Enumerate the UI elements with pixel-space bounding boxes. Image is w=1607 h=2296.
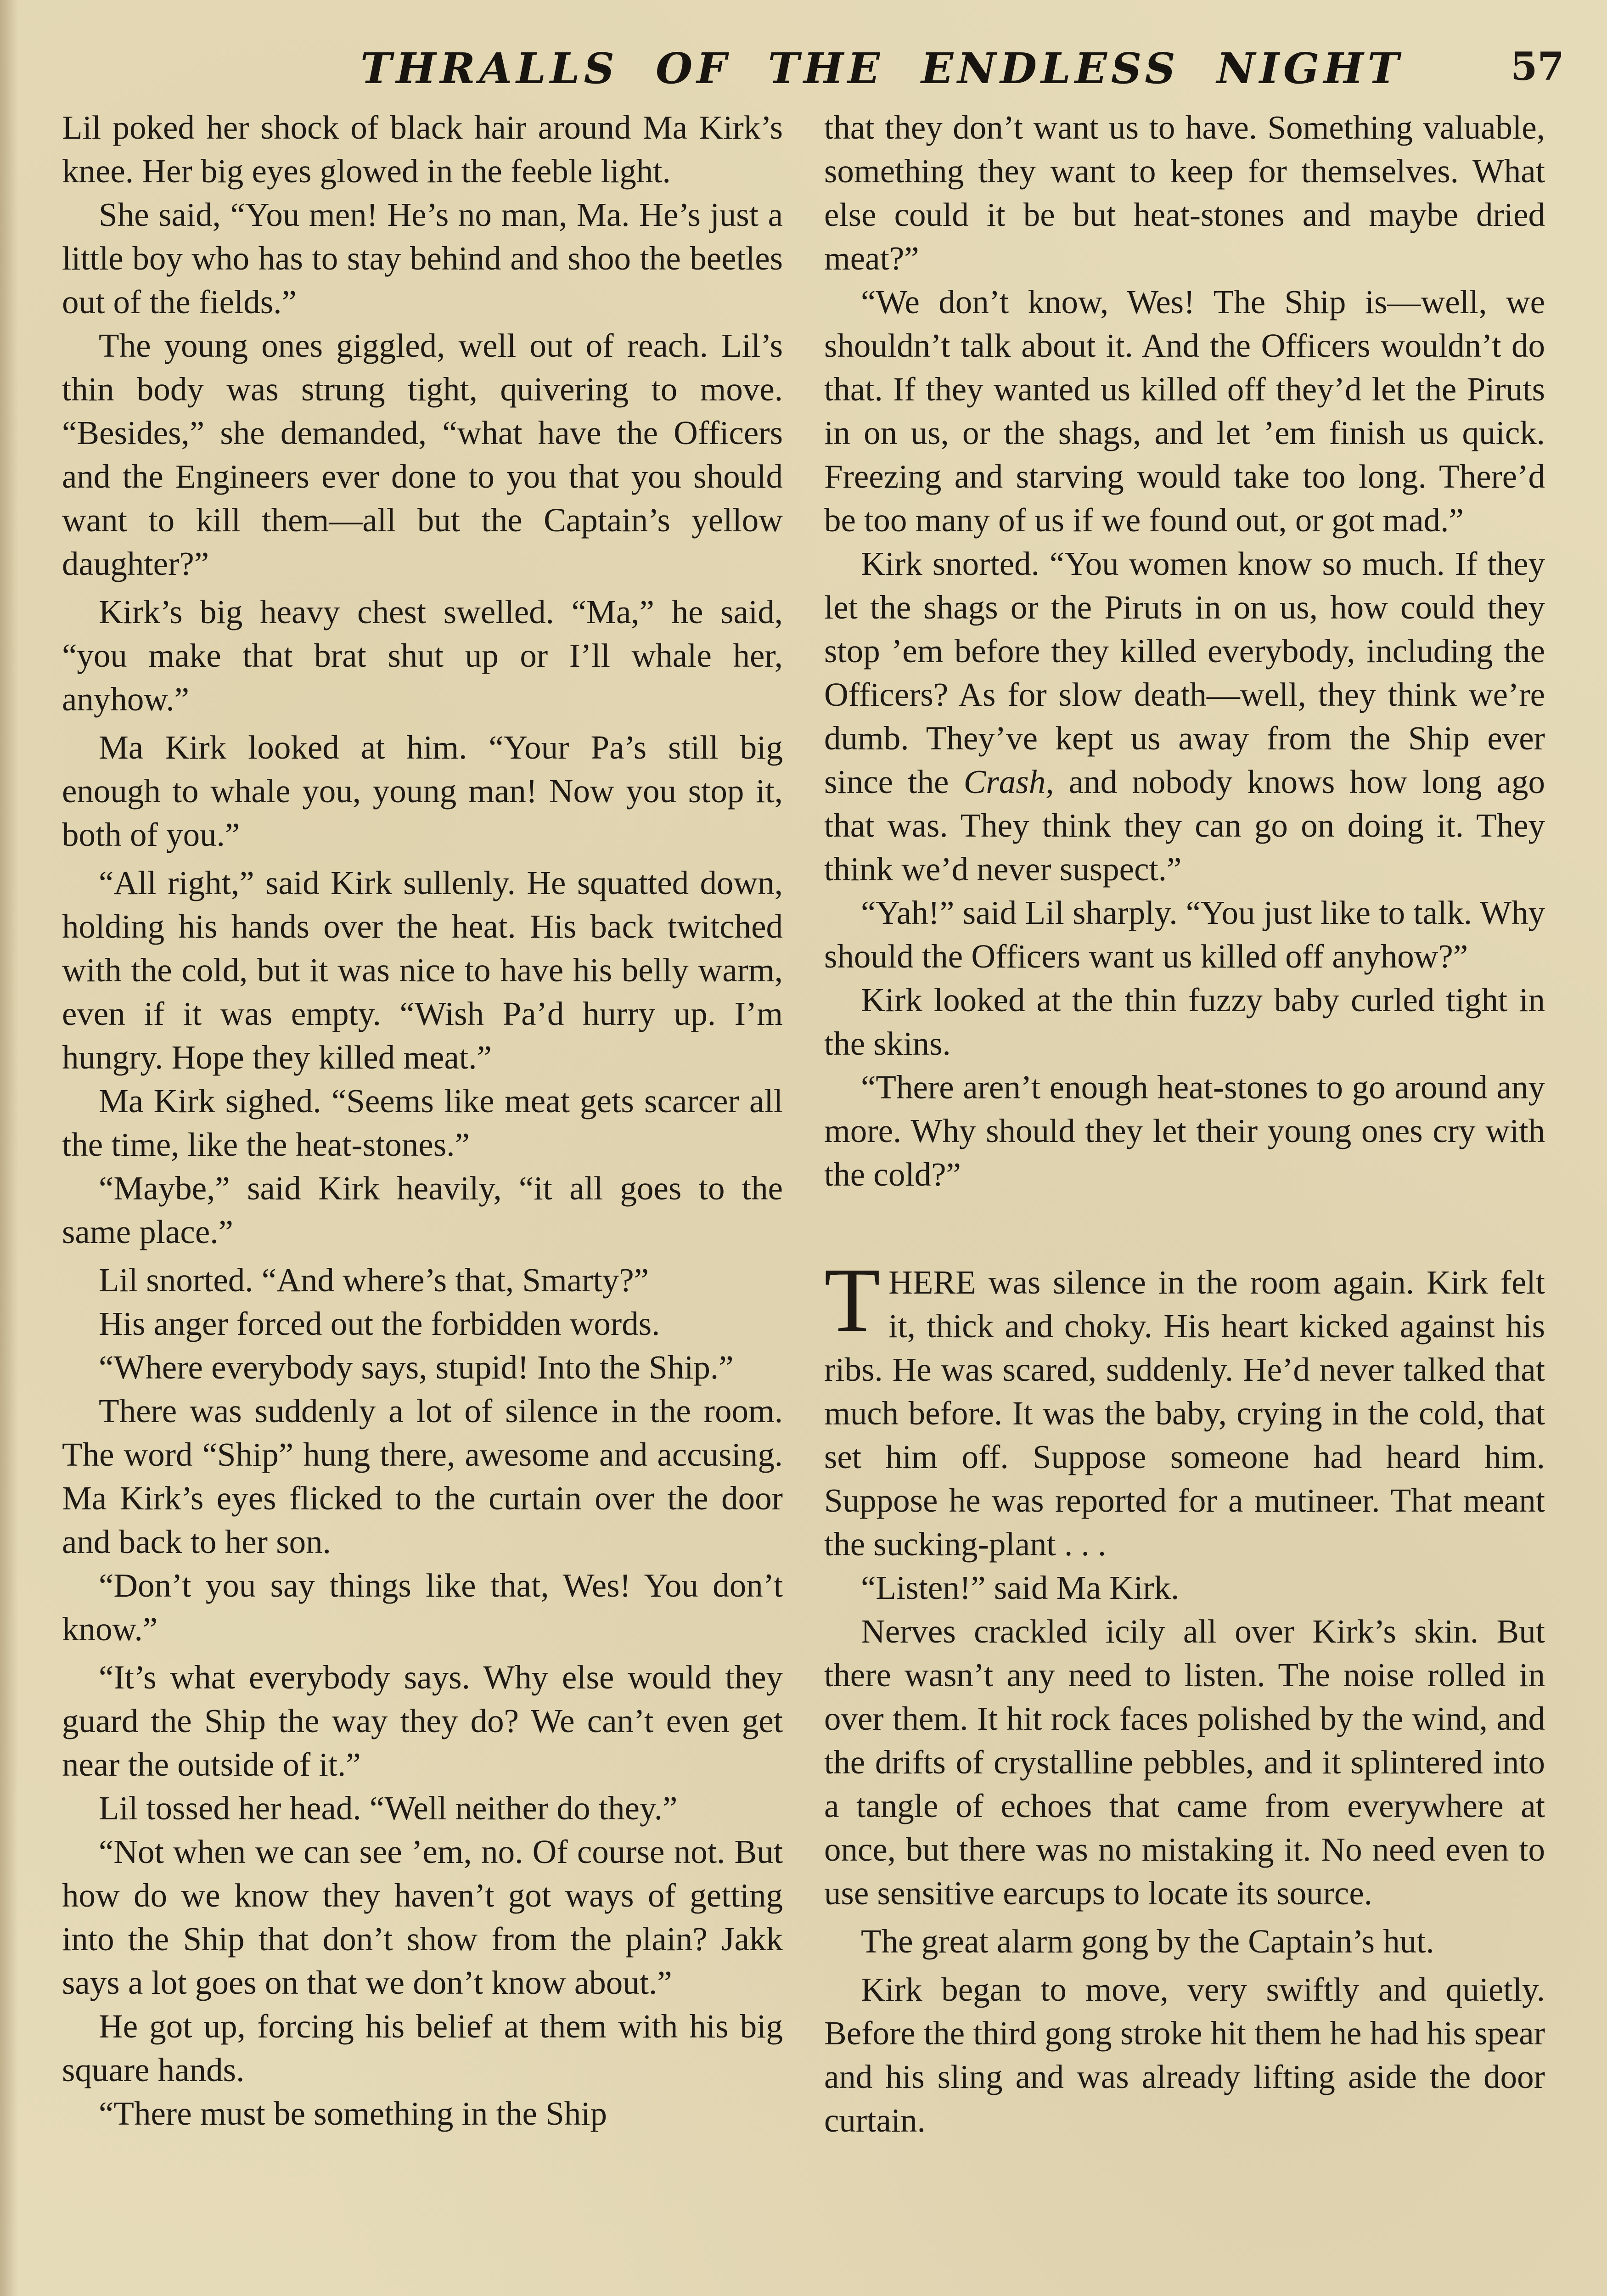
ship-name-italic: Crash, [963,763,1054,800]
running-title: THRALLS OF THE ENDLESS NIGHT [360,44,1403,93]
paragraph: Kirk’s big heavy chest swelled. “Ma,” he said, “you make that brat shut up or I’ll whale her, anyhow.” [62,593,783,718]
right-column [824,106,1545,2296]
page-header [0,44,1607,108]
paragraph: The great alarm gong by the Captain’s hut. [861,1923,1434,1960]
paragraph-text: Kirk snorted. “You women know so much. If they let the shags or the Piruts in on us, how could they stop ’em before they killed everybody, including the Officers? As for slow death—well, they think we’re dumb. They’ve kept us away from the Ship ever since the [824,545,1545,800]
paragraph: “We don’t know, Wes! The Ship is—well, we shouldn’t talk about it. And the Officers wouldn’t do that. If they wanted us killed off they’d let the Piruts in on us, or the shags, and let ’em finish us quick. Freezing and starving would take too long. There’d be too many of us if we found out, or got mad.” [824,283,1545,539]
paragraph: She said, “You men! He’s no man, Ma. He’s just a little boy who has to stay behind and shoo the beetles out of the fields.” [62,196,783,321]
paragraph: Ma Kirk looked at him. “Your Pa’s still big enough to whale you, young man! Now you stop it, both of you.” [62,729,783,853]
paragraph: Kirk looked at the thin fuzzy baby curled tight in the skins. [824,981,1545,1062]
paragraph: Lil poked her shock of black hair around Ma Kirk’s knee. Her big eyes glowed in the feeble light. [62,109,783,190]
page-number: 57 [1511,44,1564,89]
paragraph: “Maybe,” said Kirk heavily, “it all goes to the same place.” [62,1170,783,1250]
paragraph: There was suddenly a lot of silence in the room. The word “Ship” hung there, awesome and accusing. Ma Kirk’s eyes flicked to the curtain over the door and back to her son. [62,1392,783,1560]
paragraph [824,542,1545,891]
paragraph: He got up, forcing his belief at them with his big square hands. [62,2008,783,2088]
left-column [62,106,783,2296]
paragraph: Nerves crackled icily all over Kirk’s skin. But there wasn’t any need to listen. The noise rolled in over them. It hit rock faces polished by the wind, and the drifts of crystalline pebbles, and it splintered into a tangle of echoes that came from everywhere at once, but there was no mistaking it. No need even to use sensitive earcups to locate its source. [824,1613,1545,1912]
paragraph: “It’s what everybody says. Why else would they guard the Ship the way they do? We can’t even get near the outside of it.” [62,1659,783,1783]
paragraph: “There must be something in the Ship [99,2095,607,2132]
paragraph: that they don’t want us to have. Something valuable, something they want to keep for themselves. What else could it be but heat-stones and maybe dried meat?” [824,109,1545,277]
paragraph: His anger forced out the forbidden words. [99,1305,660,1342]
drop-cap: T [824,1249,881,1351]
paragraph: The young ones giggled, well out of reach. Lil’s thin body was strung tight, quivering to move. “Besides,” she demanded, “what have the Officers and the Engineers ever done to you that you should want to kill them—all but the Captain’s yellow daughter?” [62,327,783,582]
paragraph: “Yah!” said Lil sharply. “You just like to talk. Why should the Officers want us killed off anyhow?” [824,894,1545,975]
paragraph-text: HERE was silence in the room again. Kirk felt it, thick and choky. His heart kicked against his ribs. He was scared, suddenly. He’d never talked that much before. It was the baby, crying in the cold, that set him off. Suppose someone had heard him. Suppose he was reported for a mutineer. That meant the sucking-plant . . . [824,1264,1545,1563]
paragraph: Ma Kirk sighed. “Seems like meat gets scarcer all the time, like the heat-stones.” [62,1082,783,1163]
page-edge-shadow [0,0,18,2296]
paragraph: “Not when we can see ’em, no. Of course not. But how do we know they haven’t got ways of getting into the Ship that don’t show from the plain? Jakk says a lot goes on that we don’t know about.” [62,1833,783,2001]
paragraph: Lil tossed her head. “Well neither do they.” [99,1790,678,1827]
paragraph: Lil snorted. “And where’s that, Smarty?” [99,1261,649,1299]
paragraph: Kirk began to move, very swiftly and quietly. Before the third gong stroke hit them he had his spear and his sling and was already lifting aside the door curtain. [824,1971,1545,2139]
paragraph: “There aren’t enough heat-stones to go around any more. Why should they let their young ones cry with the cold?” [824,1069,1545,1193]
paragraph: “Don’t you say things like that, Wes! You don’t know.” [62,1567,783,1648]
paragraph: “Where everybody says, stupid! Into the Ship.” [99,1349,734,1386]
paragraph: “Listen!” said Ma Kirk. [861,1569,1180,1606]
section-start-paragraph [824,1249,1545,1566]
paragraph: “All right,” said Kirk sullenly. He squatted down, holding his hands over the heat. His back twitched with the cold, but it was nice to have his belly warm, even if it was empty. “Wish Pa’d hurry up. I’m hungry. Hope they killed meat.” [62,864,783,1076]
paragraph-text: and nobody knows how long ago that was. They think they can go on doing it. They think we’d never suspect.” [824,763,1545,888]
